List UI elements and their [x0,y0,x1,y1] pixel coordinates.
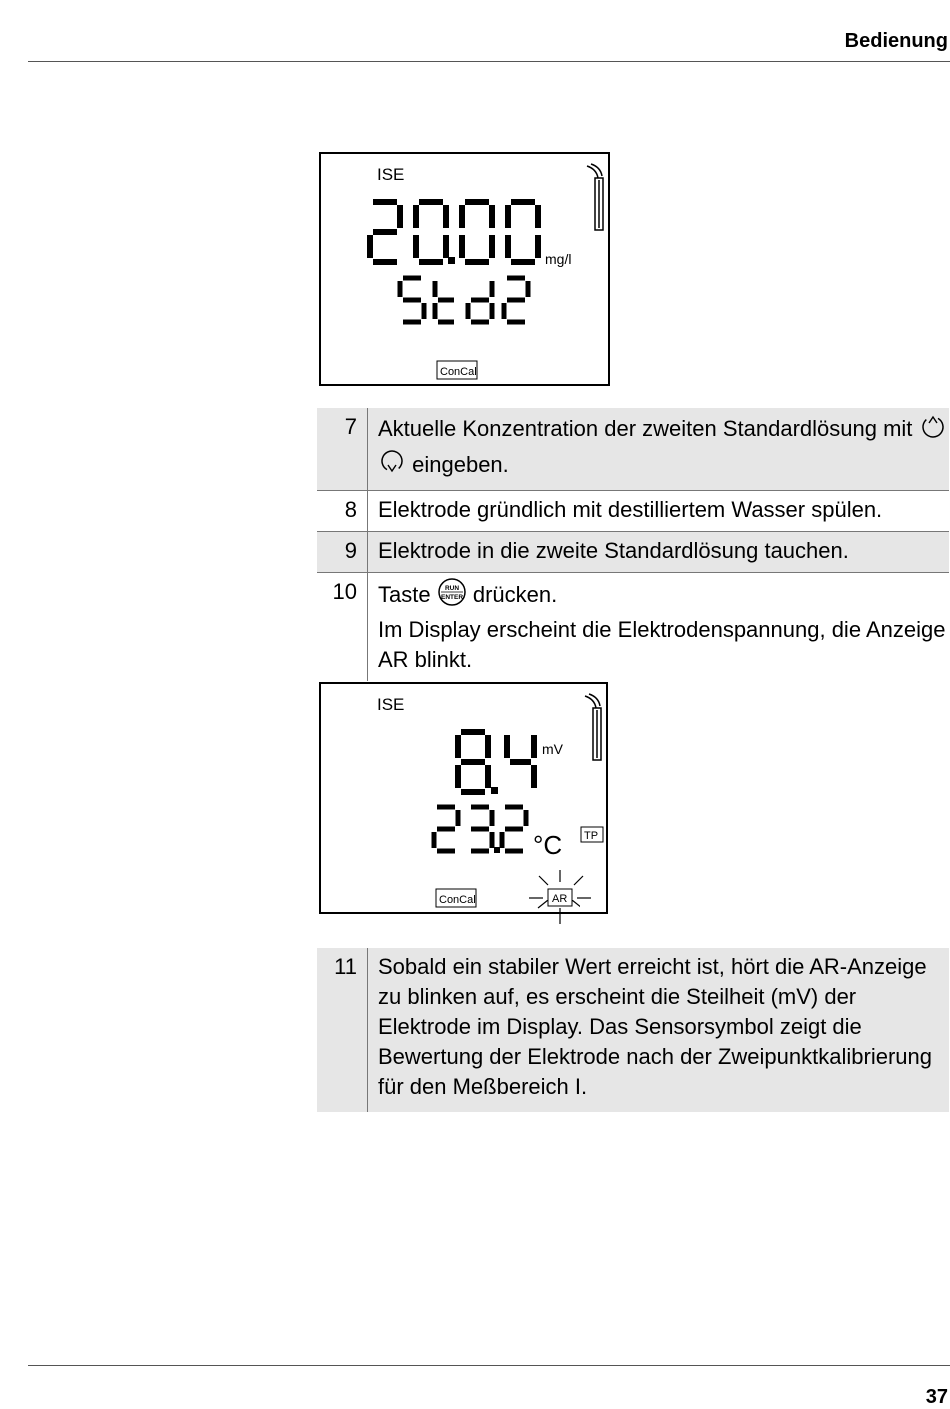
lcd-temp-unit: °C [533,830,563,860]
run-enter-label-run: RUN [444,585,459,592]
lcd-decimal-point [491,787,498,794]
lcd-main-value [458,732,534,792]
step-row [317,408,949,491]
lcd-secondary-value [400,278,528,322]
lcd-ar-label: AR [552,893,568,905]
step-text: Sobald ein stabiler Wert erreicht ist, hört die AR-Anzeige zu blinken auf, es erscheint die Steilheit (mV) der Elektrode im Display. Das Sensorsymbol zeigt die Bewertung der Elektrode nach der Zweipunktkalibrierung für den Meßbereich I. [368,948,950,1112]
section-title: Bedienung [844,30,948,52]
step-row [317,491,949,532]
down-arrow-key-icon [378,448,406,484]
step-text-line2: Im Display erscheint die Elektrodenspannung, die Anzeige AR blinkt. [378,617,946,672]
lcd-display-ar-blinking [319,682,608,914]
step-text: Elektrode gründlich mit destilliertem Wasser spülen. [368,491,950,532]
step-text-post: eingeben. [412,451,509,477]
lcd-main-value [370,202,538,262]
footer-rule [28,1365,950,1366]
step-text-post: drücken. [472,581,558,607]
lcd-mode-label: ISE [377,695,405,714]
lcd-decimal-point [448,257,455,264]
steps-table-2 [317,948,949,1112]
step-row [317,532,949,573]
lcd-unit: mg/l [545,251,572,267]
run-enter-key-icon [437,577,467,615]
steps-table-1 [317,408,949,681]
lcd-mode-label: ISE [377,165,405,184]
lcd-unit: mV [542,741,563,757]
step-row [317,573,949,682]
lcd-status-label: ConCal [439,894,476,906]
lcd-status-label: ConCal [440,366,477,378]
ar-blink-rays-lower-icon [520,900,580,930]
lcd-temp-decimal-point [494,847,500,853]
step-number: 11 [317,948,368,1112]
run-enter-label-enter: ENTER [440,594,463,601]
electrode-sensor-icon [587,164,603,230]
page-number: 37 [925,1386,948,1408]
up-arrow-key-icon [919,412,947,448]
step-text: Elektrode in die zweite Standardlösung tauchen. [368,532,950,573]
step-number: 8 [317,491,368,532]
step-number: 7 [317,408,368,491]
step-row [317,948,949,1112]
step-text-pre: Aktuelle Konzentration der zweiten Standardlösung mit [378,415,913,441]
lcd-tp-label: TP [584,830,599,842]
step-text [368,573,950,682]
lcd-temperature-value [434,807,526,851]
step-number: 10 [317,573,368,682]
lcd-display-calibration-std2 [319,152,610,386]
step-text [368,408,950,491]
step-text-pre: Taste [378,581,431,607]
step-number: 9 [317,532,368,573]
electrode-sensor-icon [585,694,601,760]
header-rule [28,61,950,62]
